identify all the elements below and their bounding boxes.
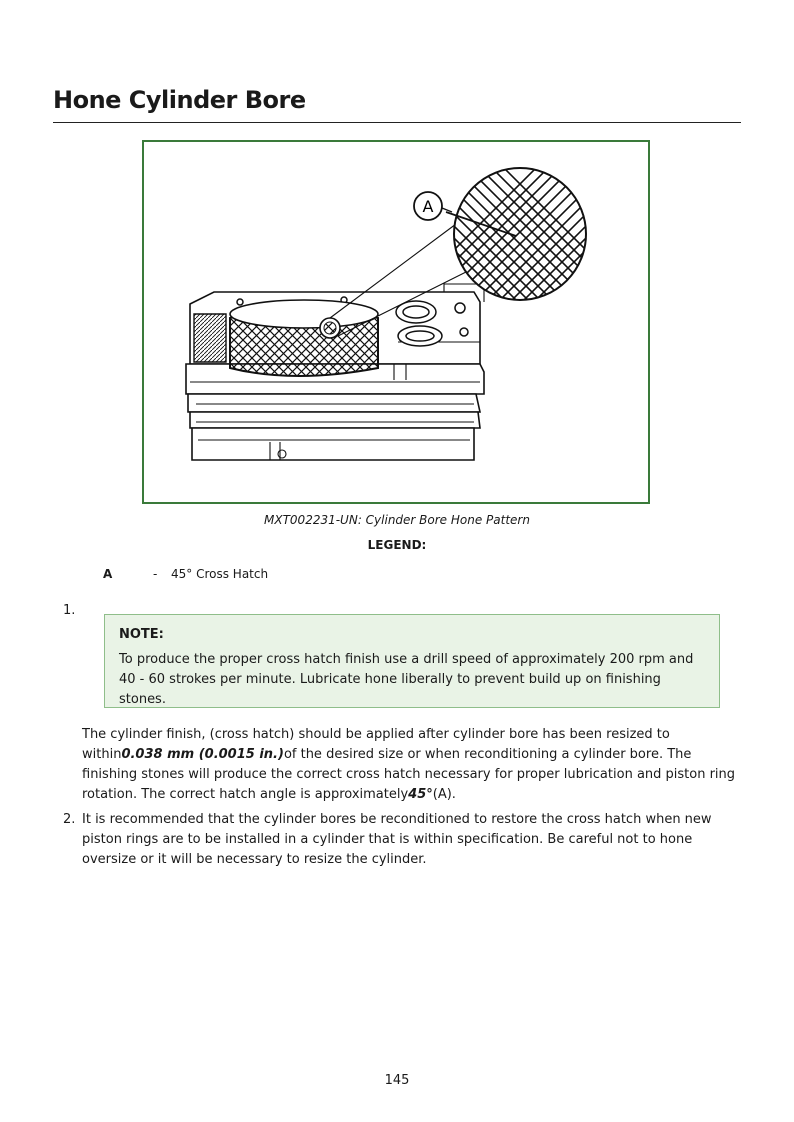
note-title: NOTE: bbox=[119, 627, 164, 642]
note-text: To produce the proper cross hatch finish use a drill speed of approximately 200 rpm and 40 - 60 strokes per minute. Lubricate hone liberally to prevent build up on finishing stones. bbox=[119, 652, 694, 707]
legend-item-key: A bbox=[103, 567, 113, 581]
note-box bbox=[104, 614, 720, 708]
step-number-1: 1. bbox=[63, 603, 76, 618]
step-1-paragraph bbox=[82, 725, 738, 805]
cylinder-bore-figure bbox=[142, 140, 650, 504]
callout-a-label: A bbox=[422, 197, 434, 216]
bore-tolerance-spec: 0.038 mm (0.0015 in.) bbox=[121, 747, 284, 762]
hatch-angle-spec: 45° bbox=[408, 787, 433, 802]
step-1-text-part2: of the desired size or when reconditioning a cylinder bore. The finishing stones will produce the correct cross hatch necessary for proper lubrication and piston ring rotation. The correct hatch angle is approximately bbox=[82, 747, 736, 802]
step-number-2: 2. bbox=[63, 812, 76, 827]
page-title: Hone Cylinder Bore bbox=[53, 86, 306, 114]
legend-item-description: 45° Cross Hatch bbox=[171, 567, 269, 581]
figure-caption: MXT002231-UN: Cylinder Bore Hone Pattern bbox=[264, 513, 530, 527]
cylinder-bore-illustration bbox=[144, 142, 648, 502]
legend-heading: LEGEND: bbox=[367, 538, 427, 552]
step-1-text-part3: (A). bbox=[432, 787, 456, 802]
title-divider bbox=[53, 122, 741, 123]
step-2-paragraph: It is recommended that the cylinder bores be reconditioned to restore the cross hatch when new piston rings are to be installed in a cylinder that is within specification. Be careful not to hone oversize or it will be necessary to resize the cylinder. bbox=[82, 812, 712, 867]
step-1-text-part1: The cylinder finish, (cross hatch) should be applied after cylinder bore has been resized to within bbox=[82, 727, 670, 762]
page-number: 145 bbox=[384, 1073, 410, 1088]
legend-item-dash: - bbox=[153, 567, 158, 581]
